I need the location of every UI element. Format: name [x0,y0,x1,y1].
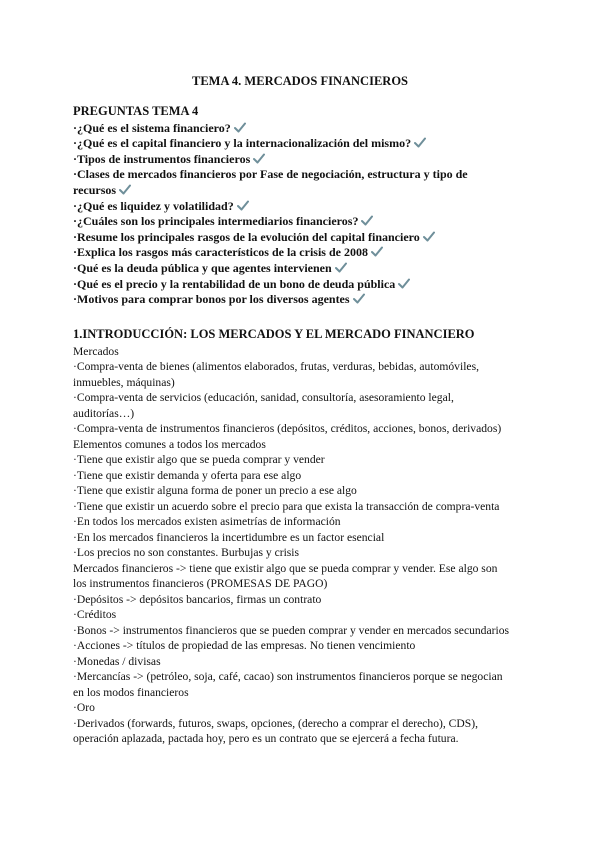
question-item [73,167,512,198]
text-line: ·Los precios no son constantes. Burbujas y crisis [73,546,300,559]
question-item [73,152,512,168]
check-mark-icon [237,200,249,211]
text-line: ·Bonos -> instrumentos financieros que se pueden comprar y vender en mercados secundarios [73,623,510,637]
text-line: ·En todos los mercados existen asimetrías de información [73,515,341,528]
question-text: ·Motivos para comprar bonos por los diversos agentes [73,292,350,307]
question-text: ·Tipos de instrumentos financieros [73,151,251,166]
text-line: Mercados financieros -> tiene que existir algo que se pueda comprar y vender. Ese algo son los instrumentos financieros (PROMESAS DE PAGO) [73,561,498,590]
introduction-section [73,327,512,747]
check-mark-icon [253,153,265,164]
question-item [73,292,512,308]
check-mark-icon [371,246,383,257]
check-mark-icon [353,293,365,304]
text-line: ·Compra-venta de instrumentos financieros (depósitos, créditos, acciones, bonos, derivados) [73,422,502,435]
question-text: ·Qué es el precio y la rentabilidad de un bono de deuda pública [73,276,396,291]
text-line: ·Derivados (forwards, futuros, swaps, opciones, (derecho a comprar el derecho), CDS), operación aplazada, pactada hoy, pero es un contrato que se ejercerá a fecha futura. [73,716,479,745]
question-text: ·¿Cuáles son los principales intermediarios financieros? [73,214,359,229]
check-mark-icon [423,231,435,242]
question-item [73,136,512,152]
question-item [73,245,512,261]
check-mark-icon [361,215,373,226]
question-item [73,199,512,215]
question-text: ·Clases de mercados financieros por Fase de negociación, estructura y tipo de recursos [73,167,468,197]
question-text: ·Qué es la deuda pública y que agentes intervienen [73,260,332,275]
question-text: ·Explica los rasgos más característicos de la crisis de 2008 [73,245,368,260]
questions-list [73,121,512,308]
question-text: ·¿Qué es el sistema financiero? [73,120,231,135]
check-mark-icon [398,278,410,289]
text-line: ·Monedas / divisas [73,654,161,668]
text-line: ·Tiene que existir un acuerdo sobre el precio para que exista la transacción de compra-venta [73,499,500,513]
text-line: ·Mercancías -> (petróleo, soja, café, cacao) son instrumentos financieros porque se negocian en los modos financieros [73,670,503,699]
document-title: TEMA 4. MERCADOS FINANCIEROS [192,74,408,88]
check-mark-icon [119,184,131,195]
text-line: ·Tiene que existir algo que se pueda comprar y vender [73,453,325,466]
question-item [73,214,512,230]
questions-heading: PREGUNTAS TEMA 4 [73,104,199,118]
section-body [73,344,512,747]
question-text: ·Resume los principales rasgos de la evolución del capital financiero [73,229,420,244]
question-text: ·¿Qué es liquidez y volatilidad? [73,198,234,213]
text-line: ·Compra-venta de bienes (alimentos elaborados, frutas, verduras, bebidas, automóviles, inmuebles, máquinas) [73,360,479,389]
check-mark-icon [234,122,246,133]
question-item [73,261,512,277]
text-line: ·Tiene que existir demanda y oferta para ese algo [73,468,302,482]
text-line: ·Compra-venta de servicios (educación, sanidad, consultoría, asesoramiento legal, auditorías…) [73,391,454,420]
text-line: ·Depósitos -> depósitos bancarios, firmas un contrato [73,592,322,606]
text-line: ·Tiene que existir alguna forma de poner un precio a ese algo [73,484,357,497]
text-line: ·Oro [73,701,95,714]
check-mark-icon [414,137,426,148]
text-line: Mercados [73,344,119,358]
text-line: Elementos comunes a todos los mercados [73,437,266,451]
text-line: ·Acciones -> títulos de propiedad de las empresas. No tienen vencimiento [73,639,416,652]
question-item [73,121,512,137]
questions-block [73,104,512,308]
question-text: ·¿Qué es el capital financiero y la internacionalización del mismo? [73,136,412,151]
section-title: 1.INTRODUCCIÓN: LOS MERCADOS Y EL MERCADO FINANCIERO [73,327,475,341]
text-line: ·Créditos [73,608,117,621]
question-item [73,230,512,246]
check-mark-icon [335,262,347,273]
text-line: ·En los mercados financieros la incertidumbre es un factor esencial [73,530,385,544]
question-item [73,277,512,293]
